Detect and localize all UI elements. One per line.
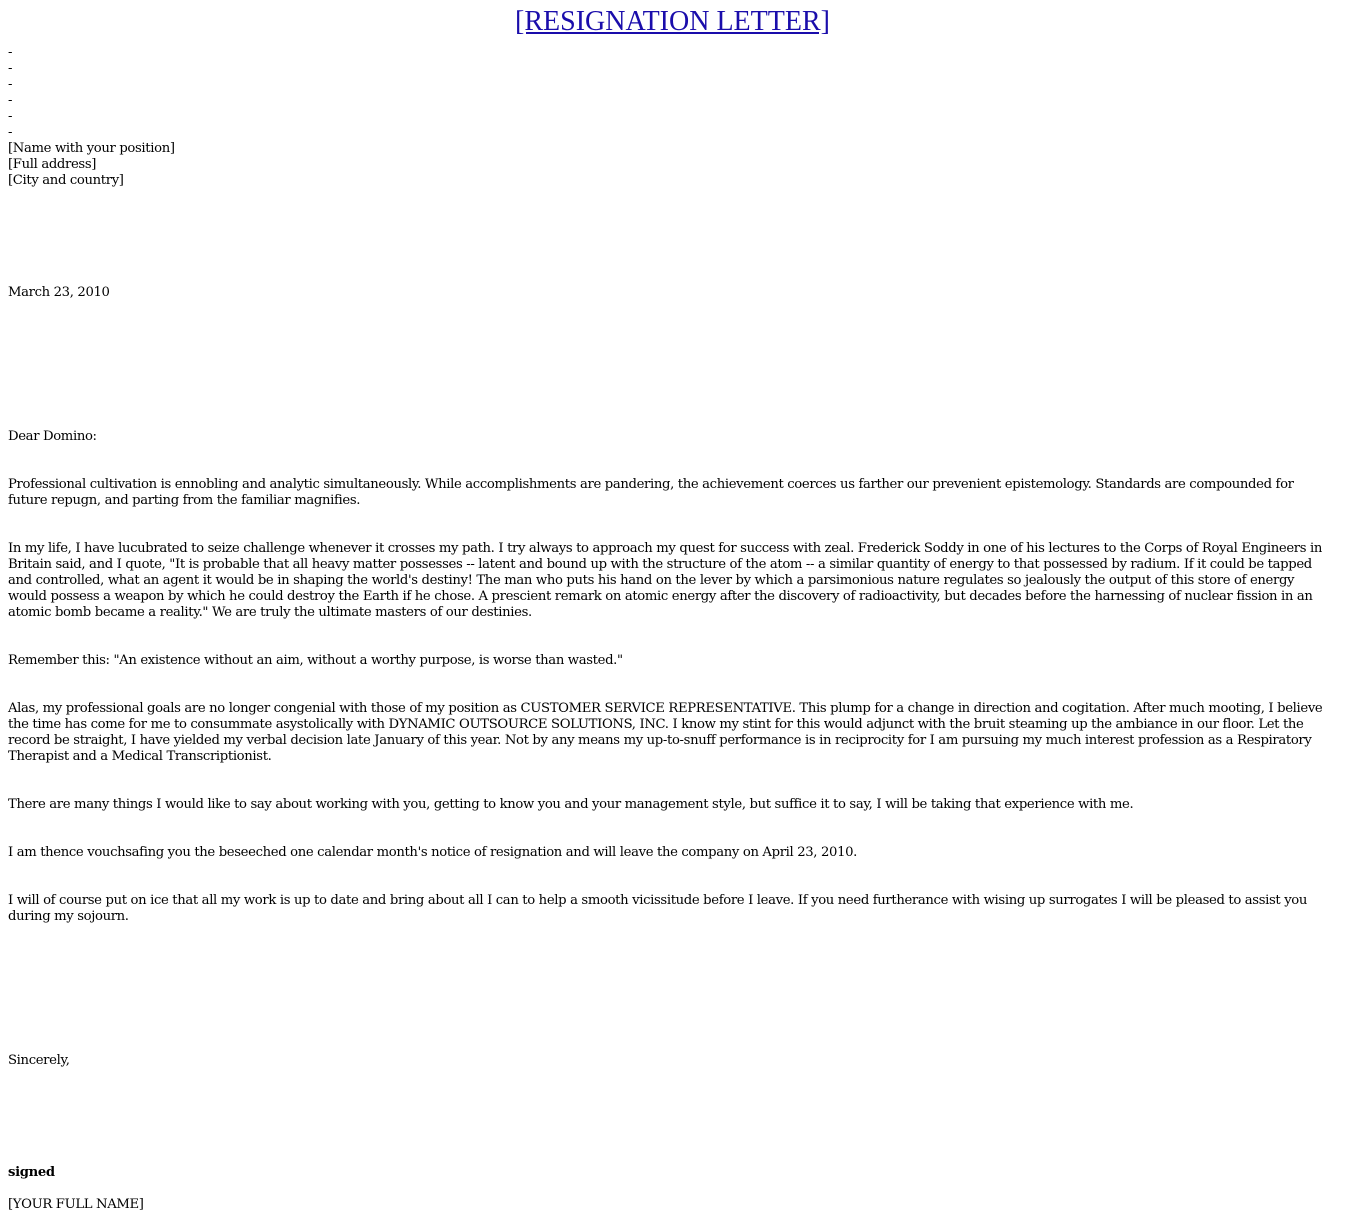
dash-marker: - [8, 109, 13, 124]
paragraph-notice: I am thence vouchsafing you the beseeched one calendar month's notice of resignation and will leave the company on April 23, 2010. [8, 845, 857, 860]
paragraph-remember: Remember this: "An existence without an aim, without a worthy purpose, is worse than wasted." [8, 653, 623, 668]
full-name: [YOUR FULL NAME] [8, 1197, 144, 1212]
paragraph-goals: Alas, my professional goals are no longer congenial with those of my position as CUSTOMER SERVICE REPRESENTATIVE. This plump for a change in direction and cogitation. After much mooting, I believe the time has come for me to consummate asystolically with DYNAMIC OUTSOURCE SOLUTIONS, INC. I know my stint for this would adjunct with the bruit steaming up the ambiance in our floor. Let the record be straight, I have yielded my verbal decision late January of this year. Not by any means my up-to-snuff performance is in reciprocity for I am pursuing my much interest profession as a Respiratory Therapist and a Medical Transcriptionist. [8, 701, 1323, 764]
paragraph-intro: Professional cultivation is ennobling and analytic simultaneously. While accomplishments are pandering, the achievement coerces us farther our prevenient epistemology. Standards are compounded for future repugn, and parting from the familiar magnifies. [8, 477, 1294, 508]
dash-marker: - [8, 125, 13, 140]
paragraph-experience: There are many things I would like to say about working with you, getting to know you and your management style, but suffice it to say, I will be taking that experience with me. [8, 797, 1134, 812]
closing: Sincerely, [8, 1053, 70, 1068]
letter-date: March 23, 2010 [8, 285, 110, 300]
dash-marker: - [8, 61, 13, 76]
sender-name: [Name with your position] [8, 141, 175, 156]
signature: signed [8, 1165, 55, 1180]
sender-address: [Full address] [8, 157, 97, 172]
dash-marker: - [8, 77, 13, 92]
dash-marker: - [8, 45, 13, 60]
dash-marker: - [8, 93, 13, 108]
letter-body [8, 45, 1333, 1213]
letter-title [0, 4, 1345, 40]
salutation: Dear Domino: [8, 429, 97, 444]
title-link[interactable]: [RESIGNATION LETTER] [515, 6, 830, 37]
paragraph-handover: I will of course put on ice that all my work is up to date and bring about all I can to help a smooth vicissitude before I leave. If you need furtherance with wising up surrogates I will be pleased to assist you during my sojourn. [8, 893, 1308, 924]
sender-city: [City and country] [8, 173, 124, 188]
paragraph-quote: In my life, I have lucubrated to seize challenge whenever it crosses my path. I try always to approach my quest for success with zeal. Frederick Soddy in one of his lectures to the Corps of Royal Engineers in Britain said, and I quote, "It is probable that all heavy matter possesses -- latent and bound up with the structure of the atom -- a similar quantity of energy to that possessed by radium. If it could be tapped and controlled, what an agent it would be in shaping the world's destiny! The man who puts his hand on the lever by which a parsimonious nature regulates so jealously the output of this store of energy would possess a weapon by which he could destroy the Earth if he chose. A prescient remark on atomic energy after the discovery of radioactivity, but decades before the harnessing of nuclear fission in an atomic bomb became a reality." We are truly the ultimate masters of our destinies. [8, 541, 1323, 620]
